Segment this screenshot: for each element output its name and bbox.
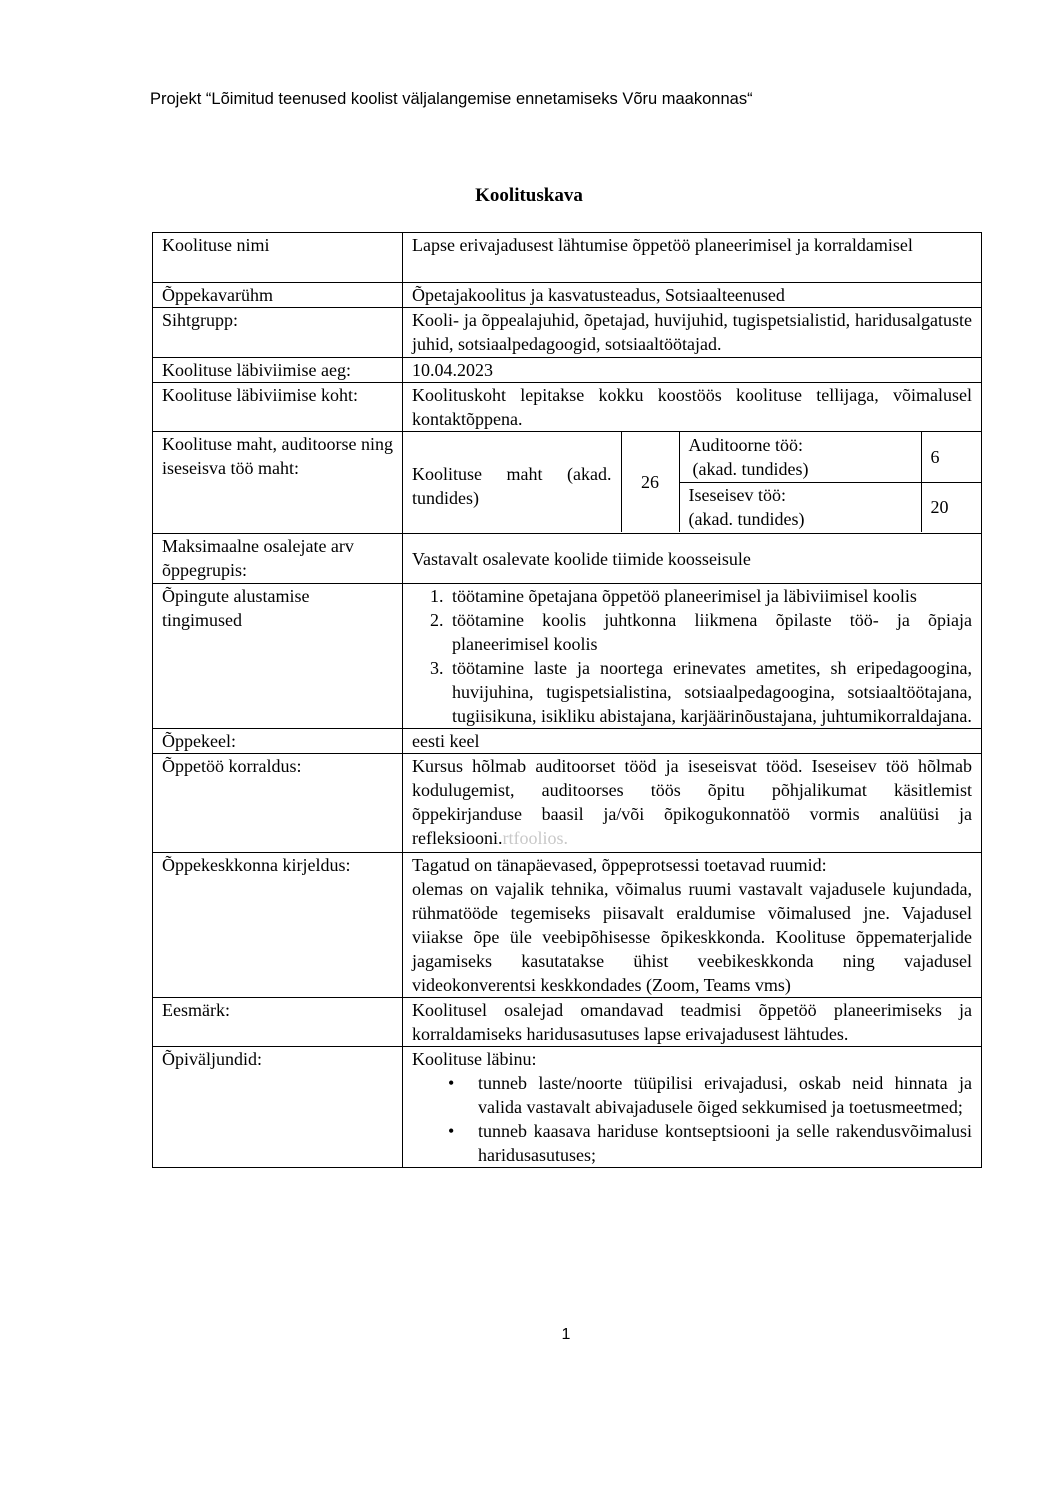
list-item: • tunneb kaasava hariduse kontseptsiooni ja selle rakendusvõimalusi haridusasutuses;: [448, 1121, 972, 1165]
row-value: eesti keel: [403, 729, 982, 754]
table-row: [153, 584, 982, 729]
faded-text: rtfoolios.: [502, 828, 568, 848]
list-item: 3. töötamine laste ja noortega erinevates ametites, sh eripedagoogina, huvijuhina, tugispetsialistina, sotsiaalpedagoogina, sotsiaaltöötajana, tugiisikuna, isikliku abistajana, karjäärinõustajana, juhtumikorraldajana.: [448, 656, 972, 728]
page-header: Projekt “Lõimitud teenused koolist väljalangemise ennetamiseks Võru maakonnas“: [150, 90, 753, 108]
row-value: Koolituse läbinu: • tunneb laste/noorte tüüpilisi erivajadusi, oskab neid hinnata ja valida vastavalt abivajadusele õiged sekkumised ja toetusmeetmed; • tunneb kaasava hariduse kontseptsiooni ja selle rakendusvõimalusi haridusasutuses;: [403, 1047, 982, 1168]
page-number: 1: [561, 1326, 571, 1343]
table-row: [153, 308, 982, 358]
table-row: [153, 754, 982, 853]
volume-cell: [403, 432, 982, 534]
row-value: [403, 584, 982, 729]
table-row: [153, 432, 982, 534]
row-value: 10.04.2023: [403, 358, 982, 383]
table-row: [153, 358, 982, 383]
row-label: Koolituse läbiviimise aeg:: [153, 358, 403, 383]
table-row: [153, 729, 982, 754]
row-label: Õpiväljundid:: [153, 1047, 403, 1168]
total-volume-label: Koolituse maht (akad. tundides): [403, 432, 621, 532]
table-row: [153, 233, 982, 283]
row-label: Õppetöö korraldus:: [153, 754, 403, 853]
row-value: Õpetajakoolitus ja kasvatusteadus, Sotsiaalteenused: [403, 283, 982, 308]
row-label: Õpingute alustamise tingimused: [153, 584, 403, 729]
row-value: Vastavalt osalevate koolide tiimide koosseisule: [403, 534, 982, 584]
row-value: Tagatud on tänapäevased, õppeprotsessi toetavad ruumid: olemas on vajalik tehnika, võimalus ruumi vastavalt vajadusele kujundada, rühmatööde tegemiseks piisavalt eraldumise võimalused jne. Vajadusel viiakse õpe üle veebipõhisesse õpikeskkonda. Koolituse õppematerjalide jagamiseks kasutatakse ühist veebikeskkonda ning vajadusel videokonverentsi keskkondades (Zoom, Teams vms): [403, 853, 982, 998]
independent-work-value: 20: [921, 482, 981, 532]
row-value: Koolituskoht lepitakse kokku koostöös koolituse tellijaga, võimalusel kontaktõppena.: [403, 383, 982, 432]
table-row: [153, 283, 982, 308]
row-label: Koolituse läbiviimise koht:: [153, 383, 403, 432]
total-volume-value: 26: [621, 432, 679, 532]
table-row: [153, 534, 982, 584]
list-item: 2. töötamine koolis juhtkonna liikmena õpilaste töö- ja õpiaja planeerimisel koolis: [448, 608, 972, 656]
row-label: Õppekeskkonna kirjeldus:: [153, 853, 403, 998]
row-label: Sihtgrupp:: [153, 308, 403, 358]
table-row: [153, 853, 982, 998]
row-value: Kooli- ja õppealajuhid, õpetajad, huvijuhid, tugispetsialistid, haridusalgatuste juhid, sotsiaalpedagoogid, sotsiaaltöötajad.: [403, 308, 982, 358]
bullet-icon: •: [448, 1121, 455, 1141]
row-label: Õppekeel:: [153, 729, 403, 754]
list-item: 1. töötamine õpetajana õppetöö planeerimisel ja läbiviimisel koolis: [448, 584, 972, 608]
list-item: • tunneb laste/noorte tüüpilisi erivajadusi, oskab neid hinnata ja valida vastavalt abivajadusele õiged sekkumised ja toetusmeetmed;: [448, 1073, 972, 1117]
conditions-list: [412, 584, 972, 728]
volume-table: [403, 432, 981, 532]
row-label: Koolituse nimi: [153, 233, 403, 283]
row-label: Koolituse maht, auditoorse ning iseseisva töö maht:: [153, 432, 403, 534]
curriculum-table: [152, 232, 982, 1168]
auditory-work-value: 6: [921, 432, 981, 482]
row-value: Lapse erivajadusest lähtumise õppetöö planeerimisel ja korraldamisel: [403, 233, 982, 283]
table-row: [153, 383, 982, 432]
row-label: Maksimaalne osalejate arv õppegrupis:: [153, 534, 403, 584]
bullet-icon: •: [448, 1073, 455, 1093]
row-label: Õppekavarühm: [153, 283, 403, 308]
table-row: [153, 998, 982, 1047]
independent-work-label: Iseseisev töö: (akad. tundides): [679, 482, 921, 532]
table-row: [153, 1047, 982, 1168]
row-label: Eesmärk:: [153, 998, 403, 1047]
outcomes-list: [412, 1071, 972, 1167]
auditory-work-label: Auditoorne töö: (akad. tundides): [679, 432, 921, 482]
row-value: Koolitusel osalejad omandavad teadmisi õppetöö planeerimiseks ja korraldamiseks haridusasutuses lapse erivajadusest lähtudes.: [403, 998, 982, 1047]
document-title: Koolituskava: [475, 185, 583, 206]
row-value: Kursus hõlmab auditoorset tööd ja iseseisvat tööd. Iseseisev töö hõlmab kodulugemist, auditoorses töös õpitu põhjalikumat käsitlemist õppekirjanduse baasil ja/või õpikogukonnatöö vormis analüüsi ja refleksiooni.rtfoolios.: [403, 754, 982, 853]
